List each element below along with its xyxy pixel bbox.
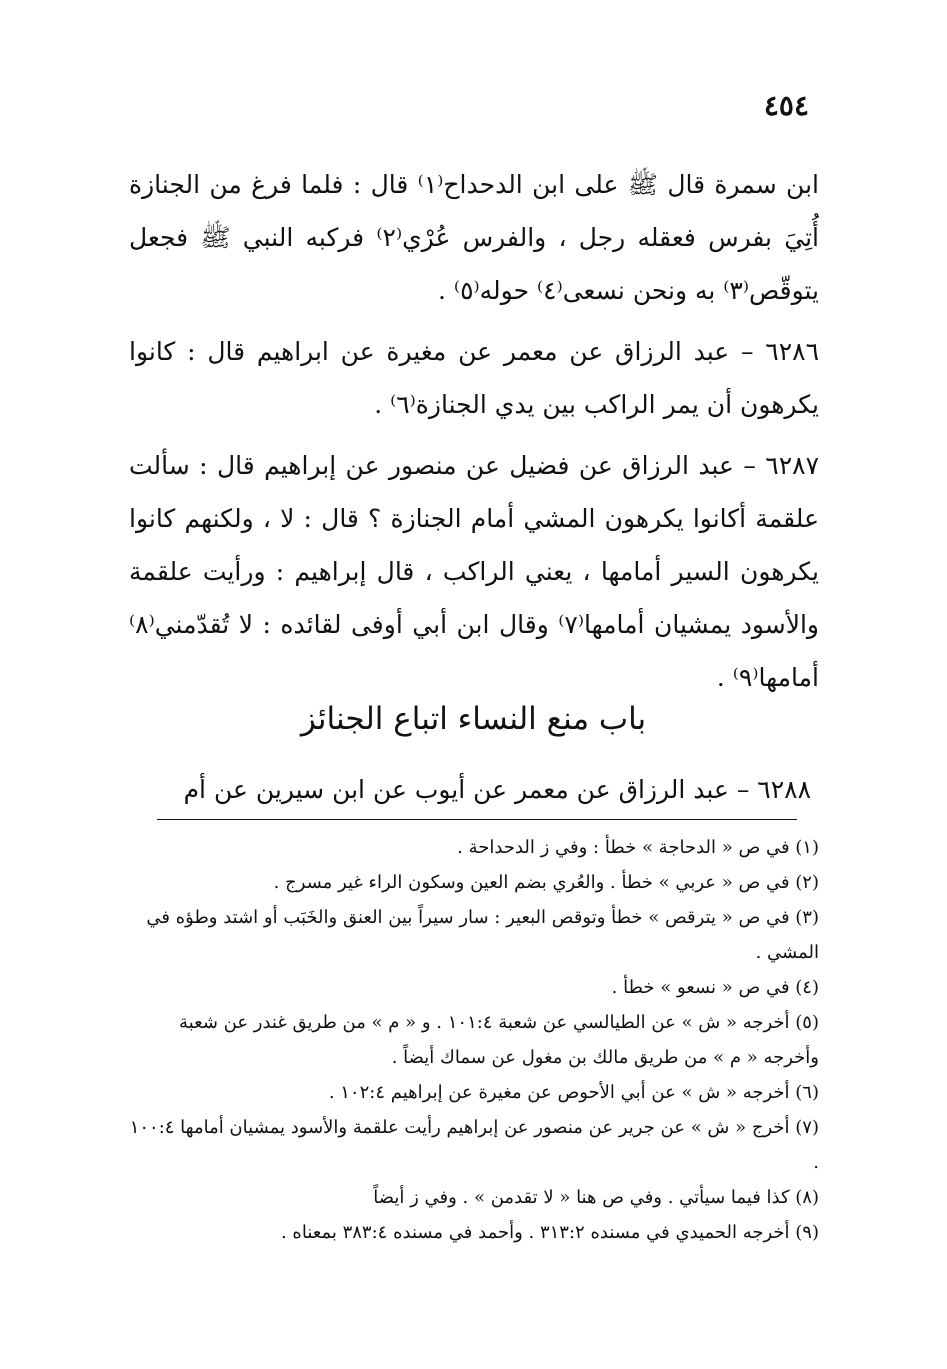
hadith-6286: ٦٢٨٦ – عبد الرزاق عن معمر عن مغيرة عن ابراهيم قال : كانوا يكرهون أن يمر الراكب بين يدي الجنازة⁽٦⁾ .: [129, 337, 819, 419]
chapter-title: باب منع النساء اتباع الجنائز: [300, 701, 647, 737]
footnote-4: (٤) في ص « نسعو » خطأ .: [611, 977, 819, 998]
footnote-1: (١) في ص « الدحاجة » خطأ : وفي ز الدحداحة .: [457, 837, 819, 858]
footnote-3: (٣) في ص « يترقص » خطأ وتوقص البعير : سار سيراً بين العنق والخَبَب أو اشتد وطؤه في المشي .: [146, 907, 819, 963]
footnote-7: (٧) أخرج « ش » عن جرير عن منصور عن إبراهيم رأيت علقمة والأسود يمشيان أمامها ١٠٠:٤ .: [129, 1117, 819, 1173]
footnote-6: (٦) أخرجه « ش » عن أبي الأحوص عن مغيرة عن إبراهيم ١٠٢:٤ .: [328, 1082, 819, 1103]
footnote-divider: [157, 819, 797, 820]
main-text-body: [129, 158, 819, 712]
paragraph-continuation: ابن سمرة قال ﷺ على ابن الدحداح⁽١⁾ قال : فلما فرغ من الجنازة أُتِيَ بفرس فعقله رجل ، والفرس عُرْي⁽٢⁾ فركبه النبي ﷺ فجعل يتوقّص⁽٣⁾ به ونحن نسعى⁽٤⁾ حوله⁽٥⁾ .: [129, 170, 819, 305]
footnote-5: (٥) أخرجه « ش » عن الطيالسي عن شعبة ١٠١:٤ . و « م » من طريق غندر عن شعبة وأخرجه « م » من طريق مالك بن مغول عن سماك أيضاً .: [179, 1012, 819, 1068]
hadith-6288-start: ٦٢٨٨ – عبد الرزاق عن معمر عن أيوب عن ابن سيرين عن أم: [183, 775, 811, 804]
footnote-9: (٩) أخرجه الحميدي في مسنده ٣١٣:٢ . وأحمد في مسنده ٣٨٣:٤ بمعناه .: [280, 1222, 819, 1243]
page-number: ٤٥٤: [763, 89, 809, 122]
footnote-8: (٨) كذا فيما سيأتي . وفي ص هنا « لا تقدمن » . وفي ز أيضاً: [373, 1187, 819, 1208]
footnote-2: (٢) في ص « عربي » خطأ . والعُري بضم العين وسكون الراء غير مسرج .: [273, 872, 819, 893]
hadith-6287: ٦٢٨٧ – عبد الرزاق عن فضيل عن منصور عن إبراهيم قال : سألت علقمة أكانوا يكرهون المشي أمام الجنازة ؟ قال : لا ، ولكنهم كانوا يكرهون السير أمامها ، يعني الراكب ، قال إبراهيم : ورأيت علقمة والأسود يمشيان أمامها⁽٧⁾ وقال ابن أبي أوفى لقائده : لا تُقدّمني⁽٨⁾ أمامها⁽٩⁾ .: [129, 451, 819, 692]
footnotes-section: [129, 830, 819, 1250]
